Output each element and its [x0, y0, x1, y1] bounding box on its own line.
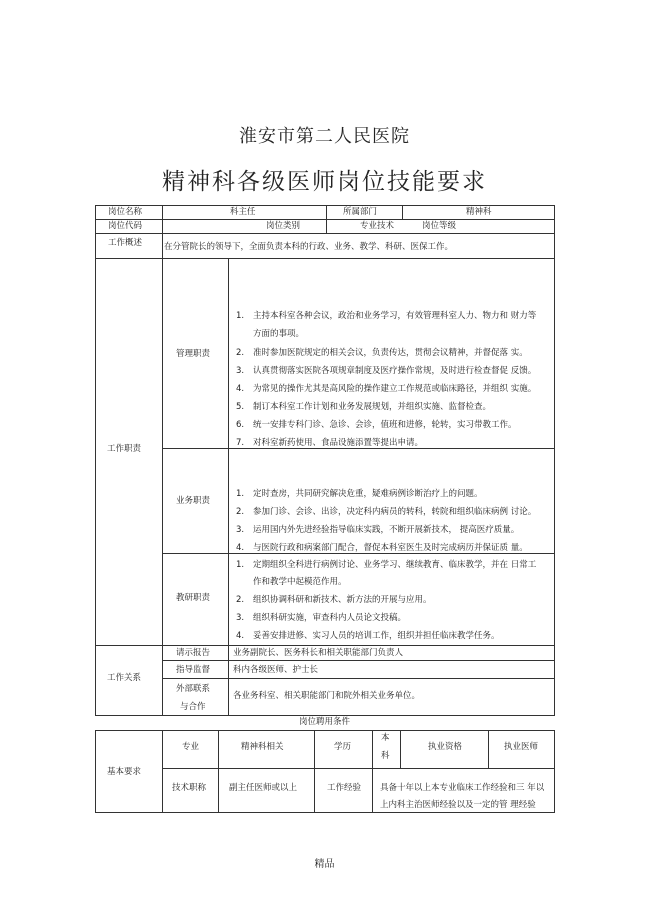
list-item-number: 3. — [236, 525, 245, 535]
report-to-label: 请示报告 — [176, 648, 211, 658]
list-item: 运用国内外先进经验指导临床实践，不断开展新技术， 提高医疗质量。 — [253, 525, 520, 535]
business-duties-label: 业务职责 — [176, 496, 211, 506]
list-item: 制订本科室工作计划和业务发展规划，并组织实施、监督检查。 — [253, 402, 492, 412]
external-contact-label: 与合作 — [180, 702, 206, 712]
list-item-number: 7. — [236, 438, 245, 448]
list-item: 准时参加医院规定的相关会议，负责传达，贯彻会议精神，并督促落 实。 — [253, 348, 528, 358]
list-item: 主持本科室各种会议，政治和业务学习，有效管理科室人力、物力和 财力等 — [253, 311, 537, 321]
list-item: 与医院行政和病案部门配合，督促本科室医生及时完成病历并保证质 量。 — [253, 543, 528, 553]
education-value: 科 — [381, 751, 390, 761]
list-item-number: 4. — [236, 543, 245, 553]
list-item: 对科室新药使用、食品设施添置等提出申请。 — [253, 438, 424, 448]
list-item-number: 2. — [236, 348, 245, 358]
list-item: 为常见的操作尤其是高风险的操作建立工作规范或临床路径，并组织 实施。 — [253, 384, 537, 394]
list-item: 定期组织全科进行病例讨论、业务学习、继续教育、临床教学，并在 日常工 — [253, 560, 537, 570]
experience-label: 工作经验 — [327, 783, 362, 793]
education-label: 学历 — [334, 742, 352, 752]
list-item-number: 6. — [236, 420, 245, 430]
list-item: 认真贯彻落实医院各项规章制度及医疗操作常规，及时进行检查督促 反馈。 — [253, 366, 537, 376]
professional-title-value: 副主任医师或以上 — [229, 783, 298, 793]
position-level-label: 岗位等级 — [422, 221, 457, 231]
external-contact-label: 外部联系 — [176, 684, 211, 694]
list-item: 统一安排专科门诊、急诊、会诊，值班和进修，轮转，实习带教工作。 — [253, 420, 517, 430]
list-item: 方面的事项。 — [253, 329, 305, 339]
hospital-name: 淮安市第二人民医院 — [239, 126, 410, 147]
supervise-label: 指导监督 — [176, 665, 211, 675]
report-to-value: 业务副院长、医务科长和相关职能部门负责人 — [233, 648, 404, 658]
duties-label: 工作职责 — [107, 444, 142, 454]
list-item: 妥善安排进修、实习人员的培训工作，组织并担任临床教学任务。 — [253, 631, 500, 641]
overview-label: 工作概述 — [108, 238, 143, 248]
list-item-number: 4. — [236, 384, 245, 394]
list-item: 组织科研实施，审查科内人员论文投稿。 — [253, 613, 407, 623]
specialty-label: 专业 — [182, 742, 200, 752]
position-type-value: 专业技术 — [360, 221, 395, 231]
list-item-number: 1. — [236, 311, 245, 321]
basic-requirements-label: 基本要求 — [107, 767, 142, 777]
overview-value: 在分管院长的领导下，全面负责本科的行政、业务、教学、科研、医保工作。 — [164, 242, 454, 252]
experience-value: 具备十年以上本专业临床工作经验和三 年以 — [380, 783, 545, 793]
department-label: 所属部门 — [343, 207, 378, 217]
position-type-label: 岗位类别 — [266, 221, 301, 231]
qualification-value: 执业医师 — [504, 742, 539, 752]
list-item-number: 3. — [236, 613, 245, 623]
external-contact-value: 各业务科室、相关职能部门和院外相关业务单位。 — [233, 691, 421, 701]
list-item: 定时查房，共同研究解决危重，疑难病例诊断治疗上的问题。 — [253, 489, 483, 499]
list-item-number: 1. — [236, 560, 245, 570]
specialty-value: 精神科相关 — [241, 742, 284, 752]
teaching-research-duties-label: 教研职责 — [176, 593, 211, 603]
management-duties-label: 管理职责 — [176, 349, 211, 359]
position-name-label: 岗位名称 — [108, 207, 143, 217]
page-title: 精神科各级医师岗位技能要求 — [162, 169, 487, 195]
experience-value: 上内科主治医师经验以及一定的管 理经验 — [380, 800, 536, 810]
list-item-number: 1. — [236, 489, 245, 499]
list-item: 参加门诊、会诊、出诊，决定科内病员的转科，转院和组织临床病例 讨论。 — [253, 507, 537, 517]
list-item-number: 3. — [236, 366, 245, 376]
position-name-value: 科主任 — [230, 207, 256, 217]
list-item-number: 4. — [236, 631, 245, 641]
professional-title-label: 技术职称 — [172, 783, 207, 793]
list-item-number: 5. — [236, 402, 245, 412]
relations-label: 工作关系 — [107, 673, 142, 683]
qualification-label: 执业资格 — [428, 742, 463, 752]
footer-text: 精品 — [314, 859, 335, 870]
conditions-title: 岗位聘用条件 — [298, 717, 350, 727]
education-value: 本 — [381, 733, 390, 743]
list-item-number: 2. — [236, 595, 245, 605]
position-code-label: 岗位代码 — [108, 221, 143, 231]
list-item-number: 2. — [236, 507, 245, 517]
list-item: 组织协调科研和新技术、新方法的开展与应用。 — [253, 595, 432, 605]
list-item: 作和教学中起模范作用。 — [253, 577, 347, 587]
department-value: 精神科 — [466, 207, 492, 217]
supervise-value: 科内各级医师、护士长 — [233, 665, 319, 675]
